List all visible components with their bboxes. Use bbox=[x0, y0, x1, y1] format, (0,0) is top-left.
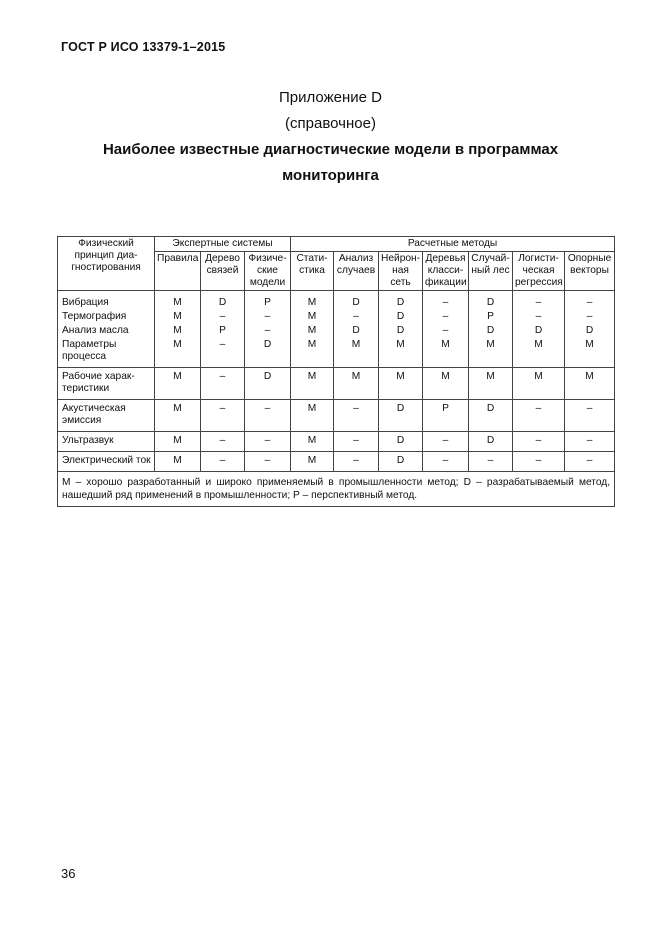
cell: M bbox=[155, 324, 201, 338]
heading-line-1: Наиболее известные диагностические модели в программах bbox=[102, 141, 559, 158]
cell: M bbox=[379, 338, 423, 368]
cell: – bbox=[201, 400, 245, 432]
header-col: Физиче-ские модели bbox=[245, 252, 291, 291]
table-row bbox=[58, 338, 615, 368]
cell: – bbox=[423, 432, 469, 452]
cell: M bbox=[513, 368, 565, 400]
table-row bbox=[58, 324, 615, 338]
heading-line-2: мониторинга bbox=[282, 167, 379, 184]
row-name: Акустическая эмиссия bbox=[58, 400, 155, 432]
cell: M bbox=[155, 338, 201, 368]
cell: – bbox=[245, 452, 291, 472]
appendix-kind: (справочное) bbox=[285, 115, 376, 132]
cell: M bbox=[469, 368, 513, 400]
table-row bbox=[58, 400, 615, 432]
cell: P bbox=[469, 310, 513, 324]
table-row bbox=[58, 452, 615, 472]
cell: D bbox=[379, 452, 423, 472]
header-group-calc: Расчетные методы bbox=[291, 237, 615, 252]
header-col: Опорные векторы bbox=[565, 252, 615, 291]
cell: – bbox=[513, 400, 565, 432]
cell: – bbox=[565, 432, 615, 452]
cell: – bbox=[513, 452, 565, 472]
cell: D bbox=[379, 291, 423, 311]
cell: M bbox=[155, 310, 201, 324]
cell: M bbox=[565, 338, 615, 368]
cell: M bbox=[291, 338, 334, 368]
cell: M bbox=[423, 368, 469, 400]
cell: D bbox=[513, 324, 565, 338]
cell: – bbox=[201, 368, 245, 400]
document-code: ГОСТ Р ИСО 13379-1–2015 bbox=[61, 40, 226, 54]
cell: M bbox=[379, 368, 423, 400]
cell: M bbox=[291, 310, 334, 324]
cell: – bbox=[513, 432, 565, 452]
header-col: Правила bbox=[155, 252, 201, 291]
header-col: Стати-стика bbox=[291, 252, 334, 291]
header-col: Случай-ный лес bbox=[469, 252, 513, 291]
cell: – bbox=[469, 452, 513, 472]
page-number: 36 bbox=[61, 866, 76, 881]
cell: D bbox=[565, 324, 615, 338]
cell: D bbox=[469, 291, 513, 311]
cell: M bbox=[423, 338, 469, 368]
cell: M bbox=[291, 291, 334, 311]
cell: – bbox=[423, 324, 469, 338]
cell: M bbox=[565, 368, 615, 400]
cell: M bbox=[334, 368, 379, 400]
cell: M bbox=[513, 338, 565, 368]
diagnostic-models-table bbox=[57, 236, 615, 507]
cell: M bbox=[155, 400, 201, 432]
cell: – bbox=[565, 452, 615, 472]
header-col: Деревья класси-фикации bbox=[423, 252, 469, 291]
table-row bbox=[58, 368, 615, 400]
cell: – bbox=[334, 400, 379, 432]
cell: P bbox=[201, 324, 245, 338]
header-group-expert: Экспертные системы bbox=[155, 237, 291, 252]
cell: – bbox=[245, 432, 291, 452]
cell: – bbox=[565, 310, 615, 324]
row-name: Ультразвук bbox=[58, 432, 155, 452]
table-row bbox=[58, 432, 615, 452]
cell: – bbox=[513, 291, 565, 311]
cell: – bbox=[245, 324, 291, 338]
cell: – bbox=[334, 432, 379, 452]
cell: – bbox=[201, 338, 245, 368]
cell: – bbox=[565, 291, 615, 311]
cell: D bbox=[379, 400, 423, 432]
cell: M bbox=[155, 452, 201, 472]
table-row bbox=[58, 291, 615, 311]
cell: – bbox=[334, 310, 379, 324]
cell: – bbox=[201, 452, 245, 472]
cell: D bbox=[334, 291, 379, 311]
cell: M bbox=[291, 432, 334, 452]
cell: M bbox=[469, 338, 513, 368]
row-name: Термография bbox=[58, 310, 155, 324]
cell: D bbox=[245, 368, 291, 400]
cell: – bbox=[245, 400, 291, 432]
cell: – bbox=[245, 310, 291, 324]
cell: M bbox=[155, 291, 201, 311]
cell: – bbox=[423, 452, 469, 472]
cell: M bbox=[334, 338, 379, 368]
row-name: Анализ масла bbox=[58, 324, 155, 338]
row-name: Электрический ток bbox=[58, 452, 155, 472]
row-name: Параметры процесса bbox=[58, 338, 155, 368]
cell: D bbox=[201, 291, 245, 311]
cell: D bbox=[469, 324, 513, 338]
cell: P bbox=[245, 291, 291, 311]
cell: M bbox=[155, 368, 201, 400]
appendix-title: Приложение D bbox=[279, 89, 382, 106]
cell: – bbox=[513, 310, 565, 324]
table-note: М – хорошо разработанный и широко применяемый в промышленности метод; D – разрабатываемый метод, нашедший ряд применений в промышленности; Р – перспективный метод. bbox=[58, 472, 615, 507]
row-name: Вибрация bbox=[58, 291, 155, 311]
cell: M bbox=[291, 324, 334, 338]
header-col: Логисти-ческая регрессия bbox=[513, 252, 565, 291]
table-note-row bbox=[58, 472, 615, 507]
table-row bbox=[58, 310, 615, 324]
cell: D bbox=[469, 432, 513, 452]
row-name: Рабочие харак-теристики bbox=[58, 368, 155, 400]
cell: – bbox=[201, 310, 245, 324]
cell: – bbox=[565, 400, 615, 432]
cell: M bbox=[155, 432, 201, 452]
header-col: Дерево связей bbox=[201, 252, 245, 291]
cell: – bbox=[334, 452, 379, 472]
cell: M bbox=[291, 400, 334, 432]
cell: D bbox=[379, 432, 423, 452]
cell: D bbox=[245, 338, 291, 368]
title-block bbox=[0, 85, 661, 189]
header-col: Нейрон-ная сеть bbox=[379, 252, 423, 291]
cell: – bbox=[423, 291, 469, 311]
cell: D bbox=[379, 324, 423, 338]
cell: M bbox=[291, 368, 334, 400]
cell: – bbox=[201, 432, 245, 452]
header-principle: Физический принцип диа-гностирования bbox=[58, 237, 155, 291]
cell: D bbox=[469, 400, 513, 432]
cell: P bbox=[423, 400, 469, 432]
header-col: Анализ случаев bbox=[334, 252, 379, 291]
cell: D bbox=[334, 324, 379, 338]
cell: D bbox=[379, 310, 423, 324]
cell: M bbox=[291, 452, 334, 472]
cell: – bbox=[423, 310, 469, 324]
